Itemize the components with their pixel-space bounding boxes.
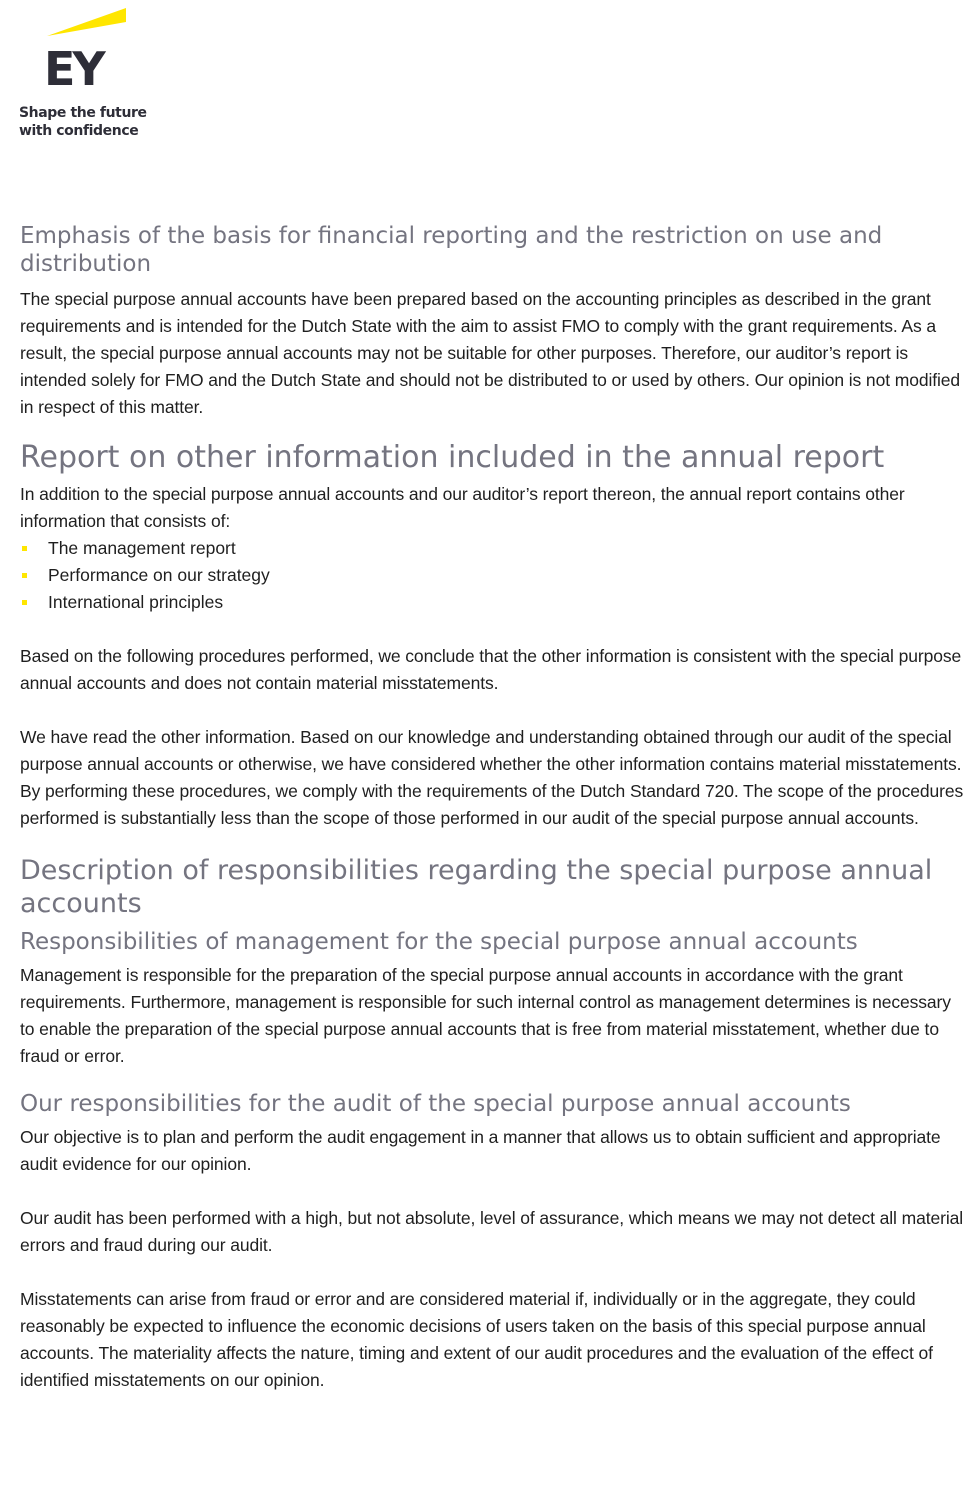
other-information-heading: Report on other information included in the annual report [20, 440, 885, 475]
other-information-section [20, 439, 965, 832]
ey-logo [18, 8, 158, 143]
conclusion-paragraph: Based on the following procedures performed, we conclude that the other information is consistent with the special purpose annual accounts and does not contain material misstatements. [20, 646, 962, 693]
assurance-paragraph: Our audit has been performed with a high, but not absolute, level of assurance, which means we may not detect all material errors and fraud during our audit. [20, 1208, 964, 1255]
other-information-intro: In addition to the special purpose annual accounts and our auditor’s report thereon, the annual report contains other information that consists of: [20, 484, 905, 531]
list-item: The management report [20, 535, 965, 562]
management-responsibilities-paragraph: Management is responsible for the preparation of the special purpose annual accounts in accordance with the grant requirements. Furthermore, management is responsible for such internal control as management determines is necessary to enable the preparation of the special purpose annual accounts that is free from material misstatement, whether due to fraud or error. [20, 965, 951, 1066]
objective-paragraph: Our objective is to plan and perform the audit engagement in a manner that allows us to obtain sufficient and appropriate audit evidence for our opinion. [20, 1127, 941, 1174]
materiality-paragraph: Misstatements can arise from fraud or error and are considered material if, individually or in the aggregate, they could reasonably be expected to influence the economic decisions of users taken on the basis of this special purpose annual accounts. The materiality affects the nature, timing and extent of our audit procedures and the evaluation of the effect of identified misstatements on our opinion. [20, 1289, 933, 1390]
auditor-responsibilities-heading: Our responsibilities for the audit of the special purpose annual accounts [20, 1091, 851, 1117]
logo-wordmark: EY [44, 42, 103, 96]
list-item: Performance on our strategy [20, 562, 965, 589]
emphasis-heading: Emphasis of the basis for financial reporting and the restriction on use and distribution [20, 223, 883, 277]
logo-tagline: Shape the future with confidence [19, 105, 147, 139]
responsibilities-heading: Description of responsibilities regarding the special purpose annual accounts [20, 855, 933, 919]
other-information-list [20, 535, 965, 616]
emphasis-section [20, 222, 965, 421]
procedures-paragraph: We have read the other information. Based on our knowledge and understanding obtained through our audit of the special purpose annual accounts or otherwise, we have considered whether the other information contains material misstatements. By performing these procedures, we comply with the requirements of the Dutch Standard 720. The scope of the procedures performed is substantially less than the scope of those performed in our audit of the special purpose annual accounts. [20, 727, 964, 828]
management-responsibilities-heading: Responsibilities of management for the special purpose annual accounts [20, 929, 858, 955]
responsibilities-section [20, 854, 965, 1394]
bullet-icon [22, 600, 27, 605]
list-item: International principles [20, 589, 965, 616]
bullet-icon [22, 546, 27, 551]
emphasis-paragraph: The special purpose annual accounts have been prepared based on the accounting principles as described in the grant requirements and is intended for the Dutch State with the aim to assist FMO to comply with the grant requirements. As a result, the special purpose annual accounts may not be suitable for other purposes. Therefore, our auditor’s report is intended solely for FMO and the Dutch State and should not be distributed to or used by others. Our opinion is not modified in respect of this matter. [20, 289, 961, 417]
document-body [20, 222, 965, 1394]
bullet-icon [22, 573, 27, 578]
